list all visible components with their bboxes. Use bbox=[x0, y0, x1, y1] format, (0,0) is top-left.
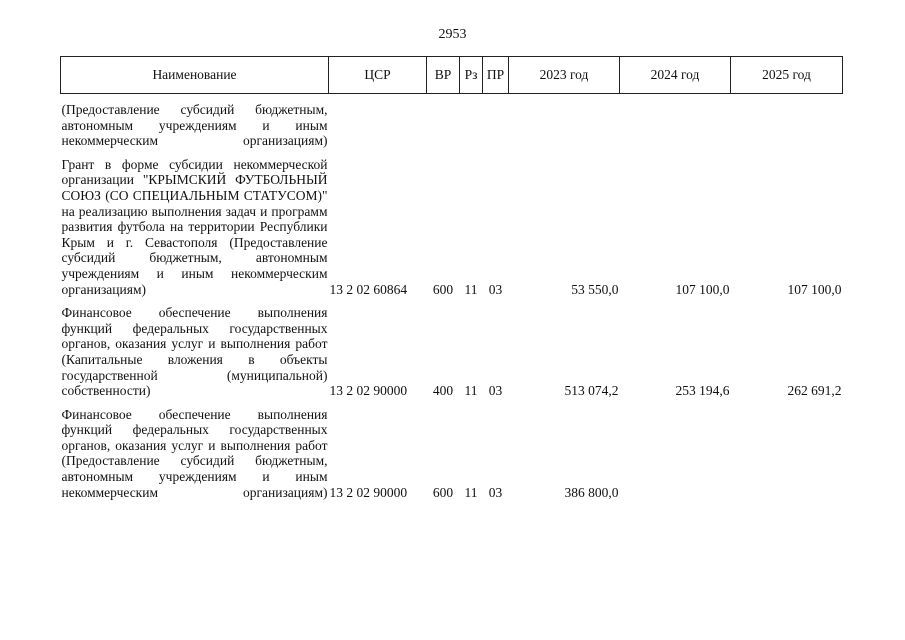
row-2024: 253 194,6 bbox=[675, 383, 730, 399]
header-2023: 2023 год bbox=[509, 57, 620, 94]
row-pr: 03 bbox=[488, 281, 503, 297]
row-2025 bbox=[731, 102, 843, 149]
row-csr bbox=[329, 102, 427, 149]
row-2023: 386 800,0 bbox=[564, 484, 619, 500]
row-csr: 13 2 02 90000 bbox=[329, 484, 408, 500]
table-row bbox=[61, 157, 843, 297]
header-2025: 2025 год bbox=[731, 57, 843, 94]
row-vr: 600 bbox=[432, 281, 454, 297]
row-name: Финансовое обеспечение выполнения функций федеральных государственных органов, оказания услуг и выполнения работ (Предоставление субсидий бюджетным, автономным учреждениям и иным некоммерческим организациям) bbox=[61, 406, 328, 500]
row-2024 bbox=[620, 407, 731, 501]
row-2025 bbox=[731, 407, 843, 501]
row-pr bbox=[483, 102, 509, 149]
row-rz: 11 bbox=[464, 484, 478, 500]
header-vr: ВР bbox=[427, 57, 460, 94]
row-name: Грант в форме субсидии некоммерческой организации "КРЫМСКИЙ ФУТБОЛЬНЫЙ СОЮЗ (СО СПЕЦИАЛЬНЫМ СТАТУСОМ)" на реализацию выполнения задач и программ развития футбола на территории Республики Крым и г. Севастополя (Предоставление субсидий бюджетным, автономным учреждениям и иным некоммерческим организациям) bbox=[61, 156, 328, 297]
row-2025: 262 691,2 bbox=[787, 383, 842, 399]
row-2025: 107 100,0 bbox=[787, 281, 842, 297]
row-2024: 107 100,0 bbox=[675, 281, 730, 297]
row-2023: 513 074,2 bbox=[564, 383, 619, 399]
row-2023 bbox=[509, 102, 620, 149]
row-2024 bbox=[620, 102, 731, 149]
row-vr: 600 bbox=[432, 484, 454, 500]
page-number: 2953 bbox=[438, 27, 467, 42]
header-csr: ЦСР bbox=[329, 57, 427, 94]
header-name: Наименование bbox=[61, 57, 329, 94]
row-pr: 03 bbox=[488, 383, 503, 399]
row-rz: 11 bbox=[464, 383, 478, 399]
row-rz bbox=[460, 102, 483, 149]
row-vr: 400 bbox=[432, 383, 454, 399]
table-header-row bbox=[61, 57, 843, 94]
row-pr: 03 bbox=[488, 484, 503, 500]
row-rz: 11 bbox=[464, 281, 478, 297]
header-pr: ПР bbox=[483, 57, 509, 94]
row-name: Финансовое обеспечение выполнения функций федеральных государственных органов, оказания услуг и выполнения работ (Капитальные вложения в объекты государственной (муниципальной) собственности) bbox=[61, 305, 328, 399]
row-csr: 13 2 02 90000 bbox=[329, 383, 408, 399]
table-row bbox=[61, 305, 843, 399]
table-row bbox=[61, 407, 843, 501]
header-2024: 2024 год bbox=[620, 57, 731, 94]
table-row bbox=[61, 102, 843, 149]
budget-table bbox=[60, 56, 843, 500]
row-vr bbox=[427, 102, 460, 149]
row-csr: 13 2 02 60864 bbox=[329, 281, 408, 297]
row-2023: 53 550,0 bbox=[571, 281, 619, 297]
header-rz: Рз bbox=[460, 57, 483, 94]
row-name: (Предоставление субсидий бюджетным, автономным учреждениям и иным некоммерческим организациям) bbox=[61, 102, 328, 149]
